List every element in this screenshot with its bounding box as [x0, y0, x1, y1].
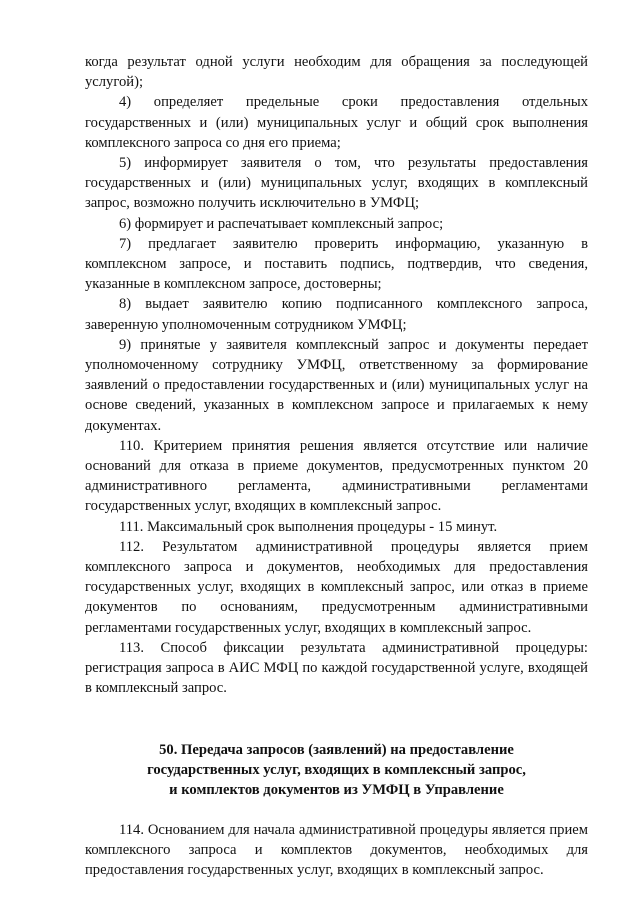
paragraph-item-9: 9) принятые у заявителя комплексный запрос и документы передает уполномоченному сотруднику УМФЦ, ответственному за формирование заявлений о предоставлении государственных и (или) муниципальных услуг на основе сведений, указанных в комплексном запросе и прилагаемых к нему документах. — [85, 336, 588, 434]
paragraph-113: 113. Способ фиксации результата административной процедуры: регистрация запроса в АИС МФЦ по каждой государственной услуге, входящей в комплексный запрос. — [85, 639, 588, 697]
paragraph-item-5: 5) информирует заявителя о том, что результаты предоставления государственных и (или) муниципальных услуг, входящих в комплексный запрос, возможно получить исключительно в УМФЦ; — [85, 155, 588, 212]
paragraph-item-8: 8) выдает заявителю копию подписанного комплексного запроса, заверенную уполномоченным сотрудником УМФЦ; — [85, 296, 588, 333]
paragraph-110: 110. Критерием принятия решения является отсутствие или наличие оснований для отказа в приеме документов, предусмотренных пунктом 20 административного регламента, административными регламентами государственных услуг, входящих в комплексный запрос. — [85, 437, 588, 515]
section-heading-line-2: государственных услуг, входящих в комплексный запрос, — [147, 761, 526, 778]
paragraph-111: 111. Максимальный срок выполнения процедуры - 15 минут. — [119, 518, 498, 535]
paragraph-114: 114. Основанием для начала административной процедуры является прием комплексного запроса и комплектов документов, необходимых для предоставления государственных услуг, входящих в комплексный запрос. — [85, 821, 588, 878]
document-page — [85, 52, 588, 880]
paragraph-item-4: 4) определяет предельные сроки предоставления отдельных государственных и (или) муниципальных услуг и общий срок выполнения комплексного запроса со дня его приема; — [85, 94, 588, 151]
section-heading-line-3: и комплектов документов из УМФЦ в Управление — [169, 781, 504, 798]
paragraph-112: 112. Результатом административной процедуры является прием комплексного запроса и документов, необходимых для предоставления государственных услуг, входящих в комплексный запрос, или отказ в приеме документов по основаниям, предусмотренным административными регламентами государственных услуг, входящих в комплексный запрос. — [85, 538, 588, 636]
section-heading-line-1: 50. Передача запросов (заявлений) на предоставление — [159, 741, 514, 758]
section-heading — [85, 740, 588, 800]
paragraph-item-6: 6) формирует и распечатывает комплексный запрос; — [119, 215, 444, 232]
paragraph-item-7: 7) предлагает заявителю проверить информацию, указанную в комплексном запросе, и поставить подпись, подтвердив, что сведения, указанные в комплексном запросе, достоверны; — [85, 235, 588, 293]
paragraph-continuation: когда результат одной услуги необходим для обращения за последующей услугой); — [85, 54, 588, 91]
